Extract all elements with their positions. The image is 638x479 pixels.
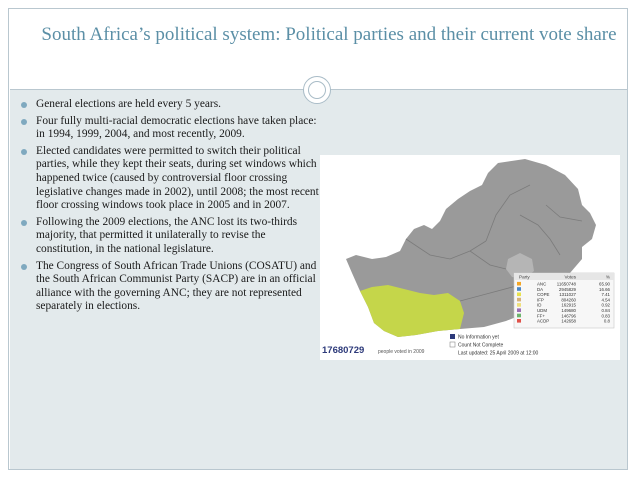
party-pct: 0.8: [603, 318, 610, 324]
table-header-party: Party: [519, 274, 530, 280]
party-pct: 0.84: [601, 308, 610, 313]
results-table: [514, 273, 614, 328]
bullet-item: [20, 98, 322, 112]
bullet-item: [20, 145, 322, 213]
party-pct: 65.90: [599, 281, 610, 287]
party-color-swatch: [517, 319, 521, 323]
bullet-icon: [21, 149, 27, 155]
party-name: DA: [537, 286, 544, 292]
bullet-icon: [21, 102, 27, 108]
party-votes: 142658: [561, 318, 576, 324]
incomplete-swatch: [450, 342, 455, 347]
party-color-swatch: [517, 287, 521, 291]
party-pct: 0.92: [601, 302, 610, 308]
party-name: ACDP: [537, 318, 550, 324]
bullet-text: Following the 2009 elections, the ANC lost its two-thirds majority, that permitted it unilaterally to revise the constitution, in the national legislature.: [36, 215, 298, 255]
party-name: IFP: [537, 297, 544, 303]
party-votes: 146796: [561, 313, 576, 319]
total-votes-label: people voted in 2009: [378, 349, 425, 355]
table-header-pct: %: [605, 274, 610, 280]
legend-incomplete: Count Not Complete: [458, 342, 504, 349]
bullet-text: General elections are held every 5 years.: [36, 98, 222, 110]
party-name: FF+: [537, 313, 545, 319]
party-votes: 162915: [561, 302, 576, 308]
bullet-text: Four fully multi-racial democratic elections have taken place: in 1994, 1999, 2004, and most recently, 2009.: [36, 114, 317, 141]
party-color-swatch: [517, 314, 521, 318]
bullet-list: [20, 98, 322, 317]
total-votes: 17680729: [322, 345, 365, 356]
bullet-icon: [21, 264, 27, 270]
legend-no-info: No Information yet: [458, 334, 499, 341]
party-color-swatch: [517, 282, 521, 286]
election-map: [320, 155, 620, 360]
party-name: COPE: [537, 292, 550, 298]
party-votes: 804260: [561, 297, 576, 303]
no-info-swatch: [450, 334, 455, 339]
bullet-text: The Congress of South African Trade Unions (COSATU) and the South African Communist Party (SACP) are in an official alliance with the governing ANC; they are not represented separately in elections.: [36, 259, 317, 313]
bullet-item: [20, 216, 322, 257]
party-votes: 11650748: [556, 281, 576, 287]
party-color-swatch: [517, 303, 521, 307]
party-color-swatch: [517, 298, 521, 302]
party-color-swatch: [517, 308, 521, 312]
party-votes: 1311027: [559, 292, 576, 298]
last-updated: Last updated: 25 April 2009 at 12:00: [458, 350, 539, 357]
party-pct: 4.54: [601, 297, 610, 303]
party-pct: 0.83: [601, 313, 610, 319]
party-votes: 149680: [561, 308, 576, 313]
bullet-text: Elected candidates were permitted to switch their political parties, while they kept their seats, during set windows which happened twice (caused by controversial floor crossing legislative changes made in 2002), until 2008; the most recent floor crossing windows took place in 2005 and in 2007.: [36, 144, 319, 212]
party-votes: 2945829: [558, 286, 576, 292]
party-name: ID: [537, 302, 542, 308]
bullet-item: [20, 115, 322, 142]
bullet-icon: [21, 119, 27, 125]
party-name: ANC: [537, 281, 547, 287]
slide-title: South Africa’s political system: Political parties and their current vote share: [41, 24, 617, 45]
party-color-swatch: [517, 293, 521, 297]
bullet-item: [20, 260, 322, 314]
table-header-votes: Votes: [564, 274, 576, 280]
party-name: UDM: [537, 308, 547, 313]
bullet-icon: [21, 220, 27, 226]
party-pct: 7.41: [601, 292, 610, 298]
party-pct: 16.66: [599, 286, 610, 292]
